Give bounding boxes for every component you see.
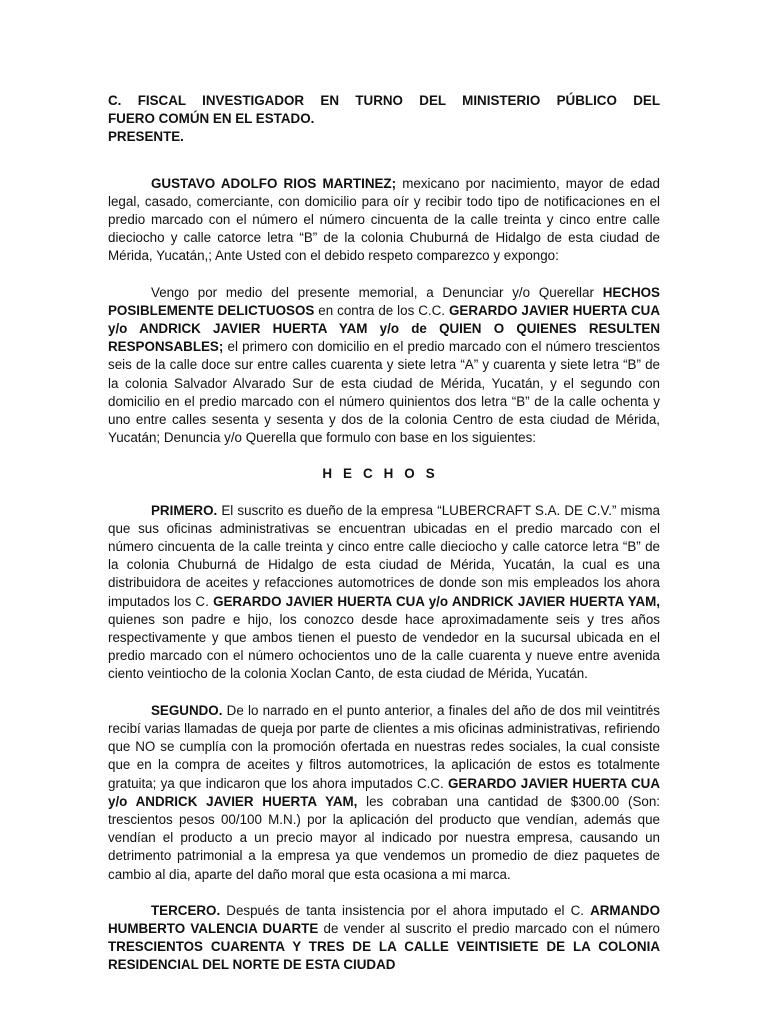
tercero-paragraph (108, 902, 660, 975)
intro-text: mexicano por nacimiento, mayor de edad legal, casado, comerciante, con domicilio para oír y recibir todo tipo de notificaciones en el predio marcado con el número el número cincuenta de la calle treinta y cinco entre calle dieciocho y calle catorce letra “B” de la colonia Chuburná de Hidalgo de esta ciudad de Mérida, Yucatán,; Ante Usted con el debido respeto comparezco y expongo: (108, 175, 660, 264)
primero-bold-1: GERARDO JAVIER HUERTA CUA y/o ANDRICK JAVIER HUERTA YAM, (213, 593, 661, 609)
denuncia-bold-2: GERARDO JAVIER HUERTA CUA y/o ANDRICK JAVIER HUERTA YAM y/o de QUIEN O QUIENES RESULTEN RESPONSABLES; (108, 302, 660, 355)
primero-text-2: quienes son padre e hijo, los conozco desde hace aproximadamente seis y tres años respectivamente y que ambos tienen el puesto de vendedor en la sucursal ubicada en el predio marcado con el número ochocientos uno de la calle cuarenta y nueve entre avenida ciento veintiocho de la colonia Xoclan Canto, de esta ciudad de Mérida, Yucatán. (108, 611, 660, 682)
hechos-title: HECHOS (322, 466, 446, 482)
segundo-text-1: De lo narrado en el punto anterior, a finales del año de dos mil veintitrés recibí varias llamadas de queja por parte de clientes a mis oficinas administrativas, refiriendo que NO se cumplía con la promoción ofertada en nuestras redes sociales, la cual consiste que en la compra de aceites y filtros automotrices, la aplicación de estos es totalmente gratuita; ya que indicaron que los ahora imputados C.C. (108, 702, 660, 791)
tercero-text-2: de vender al suscrito el predio marcado con el número (318, 920, 660, 936)
tercero-text-1: Después de tanta insistencia por el ahora imputado el C. (220, 902, 591, 918)
document-page (108, 92, 660, 975)
denuncia-paragraph (108, 284, 660, 448)
segundo-label: SEGUNDO. (151, 702, 223, 718)
tercero-bold-1: ARMANDO HUMBERTO VALENCIA DUARTE (108, 902, 660, 936)
addressee-line-3: PRESENTE. (108, 129, 184, 145)
document-header (108, 92, 660, 147)
denuncia-bold-1: HECHOS POSIBLEMENTE DELICTUOSOS (108, 284, 660, 318)
primero-label: PRIMERO. (151, 502, 218, 518)
complainant-name: GUSTAVO ADOLFO RIOS MARTINEZ; (151, 175, 397, 191)
tercero-bold-2: TRESCIENTOS CUARENTA Y TRES DE LA CALLE VEINTISIETE DE LA COLONIA RESIDENCIAL DEL NORTE DE ESTA CIUDAD (108, 939, 660, 973)
addressee-line-2: FUERO COMÚN EN EL ESTADO. (108, 111, 315, 127)
addressee-line-1: C. FISCAL INVESTIGADOR EN TURNO DEL MINISTERIO PÚBLICO DEL (108, 93, 660, 108)
intro-paragraph (108, 175, 660, 266)
segundo-text-2: les cobraban una cantidad de $300.00 (Son: trescientos pesos 00/100 M.N.) por la aplicación del producto que vendían, además que vendían el producto a un precio mayor al indicado por nuestra empresa, causando un detrimento patrimonial a la empresa ya que vendemos un promedio de diez paquetes de cambio al dia, aparte del daño moral que esta ocasiona a mi marca. (108, 793, 660, 882)
primero-paragraph (108, 502, 660, 684)
denuncia-text-2: en contra de los C.C. (314, 302, 449, 318)
segundo-bold-1: GERARDO JAVIER HUERTA CUA y/o ANDRICK JAVIER HUERTA YAM, (108, 775, 660, 809)
denuncia-text-3: el primero con domicilio en el predio marcado con el número trescientos seis de la calle doce sur entre calles cuarenta y siete letra “A” y cuarenta y siete letra “B” de la colonia Salvador Alvarado Sur de esta ciudad de Mérida, Yucatán, y el segundo con domicilio en el predio marcado con el número quinientos dos letra “B” de la calle ochenta y uno entre calles sesenta y sesenta y dos de la colonia Centro de esta ciudad de Mérida, Yucatán; Denuncia y/o Querella que formulo con base en los siguientes: (108, 339, 660, 446)
primero-text-1: El suscrito es dueño de la empresa “LUBERCRAFT S.A. DE C.V.” misma que sus oficinas administrativas se encuentran ubicadas en el predio marcado con el número cincuenta de la calle treinta y cinco entre calle dieciocho y calle catorce letra “B” de la colonia Chuburná de Hidalgo de esta ciudad de Mérida, Yucatán, la cual es una distribuidora de aceites y refacciones automotrices de donde son mis empleados los ahora imputados los C. (108, 502, 660, 609)
segundo-paragraph (108, 702, 660, 884)
tercero-label: TERCERO. (151, 902, 221, 918)
denuncia-text-1: Vengo por medio del presente memorial, a Denunciar y/o Querellar (151, 284, 603, 300)
